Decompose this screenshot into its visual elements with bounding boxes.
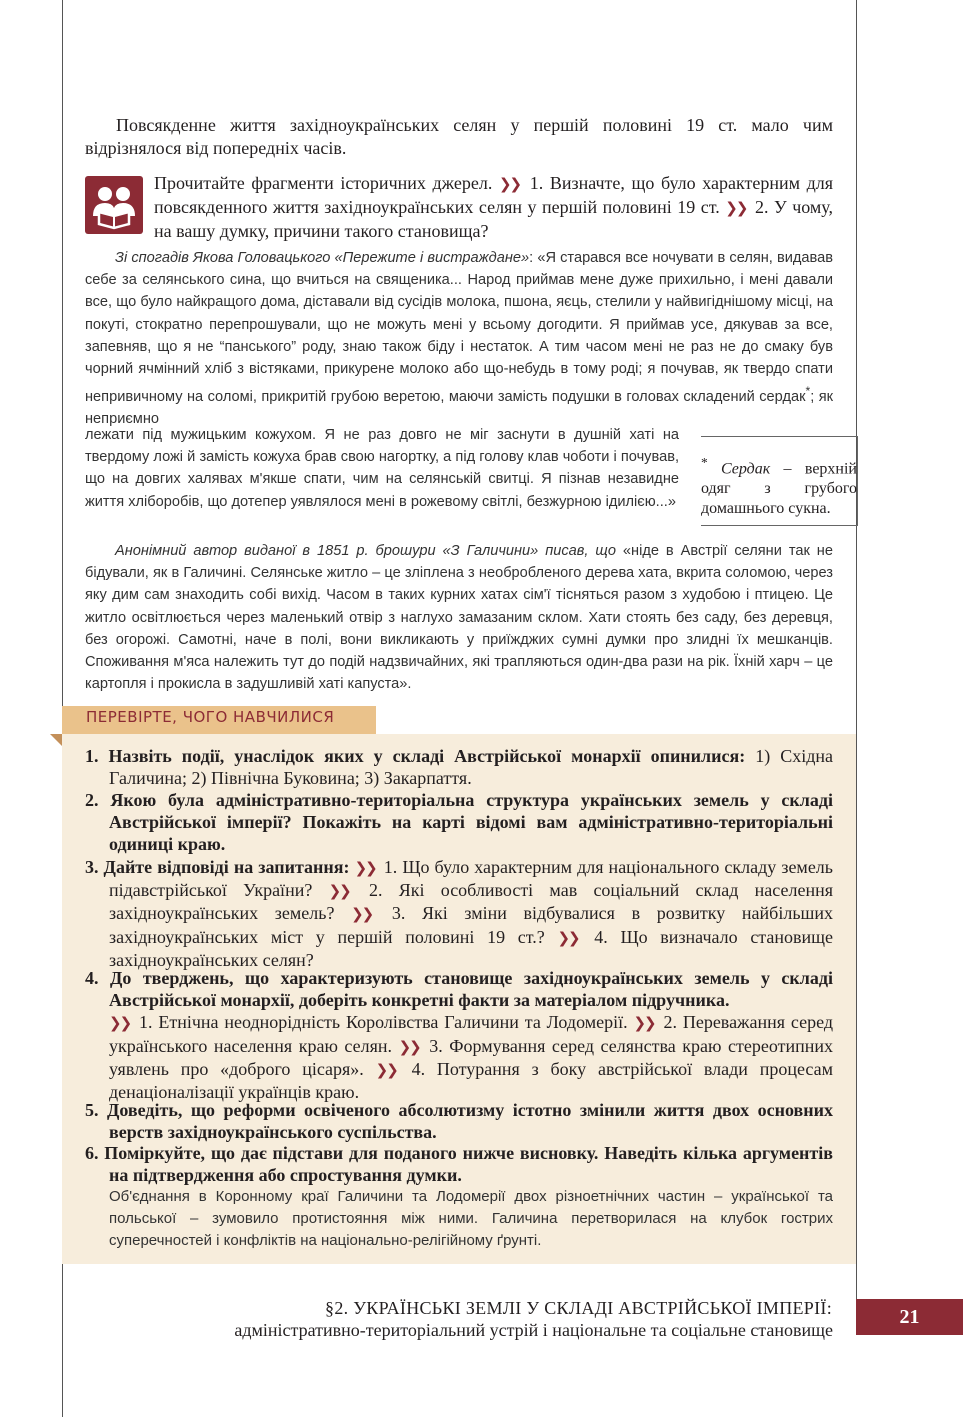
source-1-text-b: ; як неприємно [85,389,833,428]
double-arrow-icon: ❯❯ [633,1014,655,1033]
footnote-star: * [701,455,708,470]
double-arrow-icon: ❯❯ [557,928,579,947]
review-question-2 [85,789,833,856]
page-number: 21 [856,1299,963,1335]
review-section-title: ПЕРЕВІРТЕ, ЧОГО НАВЧИЛИСЯ [86,708,335,726]
review-q2-bold: 2. Якою була адміністративно-територіальна структура українських земель у складі Австрійської імперії? Покажіть на карті відомі вам адміністративно-територіальні одиниці краю. [85,790,833,855]
review-conclusion-text: Об'єднання в Коронному краї Галичини та Лодомерії двох різноетнічних частин – української та польської – зумовило протистояння між ними. Галичина перетворилася на клубок гострих суперечностей і конфліктів на національно-релігійному ґрунті. [109,1188,833,1250]
source-2-anonymous [85,540,833,695]
source-2-text: «ніде в Австрії селяни так не бідували, як в Галичині. Селянське житло – це зліплена з необробленого дерева хата, вкрита соломою, через яку дим сам знаходить собі вихід. Часом в таких курних хатах сім'ї тісняться разом з худобою і птицею. Це житло освітлюється через маленький отвір з наглухо замазаним склом. Хати стоять без саду, без деревця, без огорожі. Самотні, наче в полі, вони викликають у приїжджих сумні думки про злидні їх мешканців. Споживання м'яса належить тут до подій надзвичайних, які трапляються один-два рази на рік. Їхній харч – це картопля і прокисла в задушливій хаті капуста». [85,543,833,693]
source-1-golovatsky [85,247,833,430]
review-q4-a: 1. Етнічна неоднорідність Королівства Галичини та Лодомерії. [133,1012,628,1033]
double-arrow-icon: ❯❯ [328,882,350,901]
review-q3-b: 2. Які особливості мав соціальний склад населення західноукраїнських земель? [109,880,834,924]
double-arrow-icon: ❯❯ [351,905,373,924]
review-question-3 [85,856,833,971]
review-q3-bold: 3. Дайте відповіді на запитання: [85,857,350,877]
source-2-lead: Анонімний автор виданої в 1851 р. брошури «З Галичини» писав, що [115,543,616,559]
source-1-continuation: лежати під мужицьким кожухом. Я не раз довго не міг заснути в душній хаті на твердому ложі й замість кожуха брав свою нагортку, а під голову клав чоботи і почував, що на довгих халявах м'якше спати, чим на селянській свитці. Я пізнав незавидне життя хліборобів, що дотепер уявлялося мені в рожевому світлі, безжурною ідилією...» [85,427,679,510]
footnote-serdak [701,453,857,519]
footnote-definition: – верхній одяг з грубого домашнього сукна. [701,460,857,518]
review-q4-d: 4. Потурання з боку австрійської влади процесам денаціоналізації українців краю. [109,1058,834,1103]
review-q5-bold: 5. Доведіть, що реформи освіченого абсолютизму істотно змінили життя двох основних верств західноукраїнського суспільства. [85,1100,833,1143]
task-question-1: 1. Визначте, що було характерним для повсякденного життя західноукраїнських селян у першій половині 19 ст. [154,173,834,217]
review-q1-rest: 1) Східна Галичина; 2) Північна Буковина; 3) Закарпаття. [109,746,834,789]
review-q3-c: 3. Які зміни відбувалися в розвитку найбільших західноукраїнських міст у першій половині 19 ст.? [109,903,834,947]
source-1-text-a: : «Я старався все ночувати в селян, видавав себе за селянського сина, що вчиться на священика... Народ приймав мене дуже прихильно, і мені давали все, що було найкращого дома, діставали від сусідів молока, пшона, яєць, стелили у найвигіднішому місці, на покуті, стократно перепрошували, що не можуть мені у всьому догодити. Я приймав усе, дякував за все, запевняв, що я не “панського” роду, знаю також біду і нестаток. А тим часом мені не раз не до смаку був чорний ячмінний хліб з вістяками, прикурене молоко або що-небудь в тому роді; я почував, як твердо спати непривичному на соломі, прикритій грубою веретою, маючи замість подушки в головах складений сердак [85,250,834,406]
double-arrow-icon: ❯❯ [375,1060,397,1079]
double-arrow-icon: ❯❯ [398,1037,420,1056]
task-text [154,172,833,243]
reading-people-icon [85,176,143,234]
right-margin-line [856,0,857,1299]
review-q3-a: 1. Що було характерним для національного складу земель підавстрійської України? [109,857,834,901]
review-question-4 [85,967,833,1103]
review-q1-bold: 1. Назвіть події, унаслідок яких у складі Австрійської монархії опинилися: [85,746,746,766]
footnote-marker: * [805,384,811,399]
footnote-bottom-rule [701,525,858,526]
source-1-lead: Зі спогадів Якова Головацького «Пережите і вистраждане» [115,250,530,266]
intro-paragraph: Повсякденне життя західноукраїнських селян у першій половині 19 ст. мало чим відрізнялося від попередніх часів. [85,115,833,158]
double-arrow-icon: ❯❯ [109,1014,131,1033]
task-lead: Прочитайте фрагменти історичних джерел. [154,173,493,193]
review-question-6 [85,1142,833,1186]
double-arrow-icon: ❯❯ [498,175,521,193]
double-arrow-icon: ❯❯ [354,859,376,877]
task-question-2: 2. У чому, на вашу думку, причини такого становища? [154,197,834,241]
review-q4-b: 2. Переважання серед українського населення краю селян. [109,1012,833,1056]
review-q4-bold: 4. До тверджень, що характеризують становище західноукраїнських земель у складі Австрійської монархії, доберіть конкретні факти за матеріалом підручника. [85,968,833,1011]
double-arrow-icon: ❯❯ [725,199,747,217]
running-head-subtitle: адміністративно-територіальний устрій і національне та соціальне становище [234,1320,833,1340]
review-question-5 [85,1099,833,1143]
review-q4-c: 3. Формування серед селянства краю стереотипних уявлень про «доброго цісаря». [109,1035,833,1079]
review-question-1 [85,745,833,789]
footnote-term: Сердак [720,460,771,478]
review-q3-d: 4. Що визначало становище західноукраїнських селян? [109,926,833,970]
review-tab-fold [50,734,62,746]
footnote-top-rule [701,436,858,437]
running-head-title: §2. УКРАЇНСЬКІ ЗЕМЛІ У СКЛАДІ АВСТРІЙСЬКОЇ ІМПЕРІЇ: [325,1298,832,1318]
footnote-side-rule [857,436,858,526]
review-q6-bold: 6. Поміркуйте, що дає підстави для поданого нижче висновку. Наведіть кілька аргументів на підтвердження або спростування думки. [85,1143,833,1186]
